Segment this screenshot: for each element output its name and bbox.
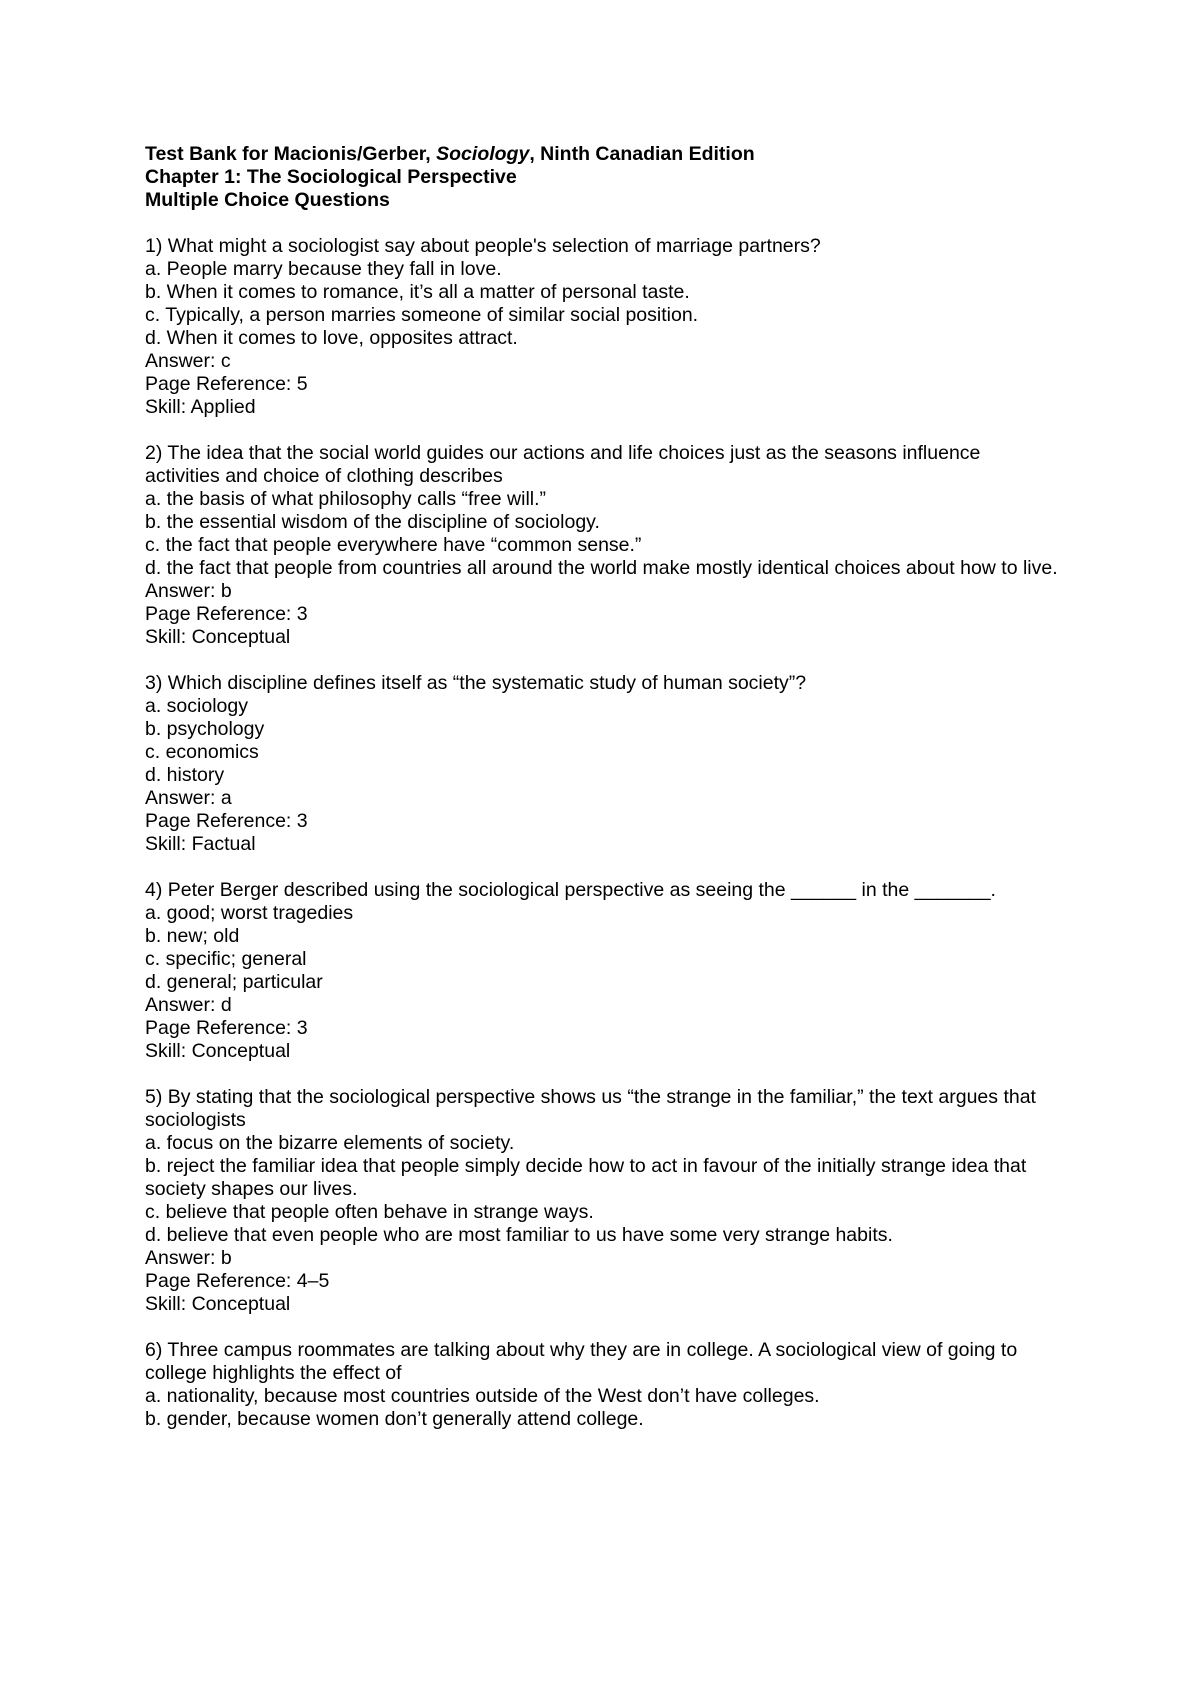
question-stem: 2) The idea that the social world guides our actions and life choices just as the seasons influence: [145, 442, 981, 464]
title-prefix: Test Bank for Macionis/Gerber,: [145, 143, 437, 165]
answer-option: c. believe that people often behave in strange ways.: [145, 1201, 594, 1223]
question-stem: 4) Peter Berger described using the sociological perspective as seeing the ______ in the _______.: [145, 879, 996, 901]
answer-key: Answer: d: [145, 994, 232, 1016]
answer-option: c. economics: [145, 741, 259, 763]
question-stem: 5) By stating that the sociological perspective shows us “the strange in the familiar,” the text argues that: [145, 1086, 1036, 1108]
skill-level: Skill: Applied: [145, 396, 256, 418]
question-block: [145, 879, 1105, 1063]
answer-key: Answer: b: [145, 580, 232, 602]
answer-option: b. the essential wisdom of the discipline of sociology.: [145, 511, 600, 533]
document-header: [145, 143, 1105, 212]
answer-key: Answer: c: [145, 350, 231, 372]
answer-option: c. the fact that people everywhere have “common sense.”: [145, 534, 642, 556]
question-block: [145, 235, 1105, 419]
answer-option: d. history: [145, 764, 225, 786]
answer-option: a. the basis of what philosophy calls “free will.”: [145, 488, 547, 510]
question-stem: college highlights the effect of: [145, 1362, 402, 1384]
document-page: [145, 143, 1105, 1454]
section-heading: Multiple Choice Questions: [145, 189, 390, 211]
question-block: [145, 442, 1105, 649]
chapter-heading: Chapter 1: The Sociological Perspective: [145, 166, 517, 188]
skill-level: Skill: Conceptual: [145, 626, 291, 648]
question-block: [145, 1339, 1105, 1431]
title-book-name: Sociology: [436, 143, 530, 165]
question-block: [145, 1086, 1105, 1316]
answer-option: c. specific; general: [145, 948, 307, 970]
answer-option: a. People marry because they fall in love.: [145, 258, 502, 280]
question-list: [145, 235, 1105, 1431]
page-reference: Page Reference: 3: [145, 603, 308, 625]
answer-option: b. gender, because women don’t generally attend college.: [145, 1408, 644, 1430]
question-stem: 1) What might a sociologist say about people's selection of marriage partners?: [145, 235, 821, 257]
answer-option: c. Typically, a person marries someone of similar social position.: [145, 304, 699, 326]
question-stem: 3) Which discipline defines itself as “the systematic study of human society”?: [145, 672, 807, 694]
title-suffix: , Ninth Canadian Edition: [529, 143, 755, 165]
question-stem: 6) Three campus roommates are talking about why they are in college. A sociological view of going to: [145, 1339, 1018, 1361]
answer-option: d. When it comes to love, opposites attract.: [145, 327, 518, 349]
page-reference: Page Reference: 5: [145, 373, 308, 395]
answer-option: a. sociology: [145, 695, 248, 717]
answer-option: b. reject the familiar idea that people simply decide how to act in favour of the initially strange idea that: [145, 1155, 1027, 1177]
answer-key: Answer: b: [145, 1247, 232, 1269]
answer-option: d. believe that even people who are most familiar to us have some very strange habits.: [145, 1224, 893, 1246]
page-reference: Page Reference: 4–5: [145, 1270, 330, 1292]
question-stem: activities and choice of clothing describes: [145, 465, 503, 487]
answer-option: society shapes our lives.: [145, 1178, 358, 1200]
answer-option: b. psychology: [145, 718, 265, 740]
skill-level: Skill: Conceptual: [145, 1040, 291, 1062]
answer-option: d. the fact that people from countries all around the world make mostly identical choices about how to live.: [145, 557, 1058, 579]
answer-option: a. good; worst tragedies: [145, 902, 354, 924]
page-reference: Page Reference: 3: [145, 1017, 308, 1039]
answer-option: a. nationality, because most countries outside of the West don’t have colleges.: [145, 1385, 820, 1407]
answer-option: b. new; old: [145, 925, 240, 947]
answer-option: a. focus on the bizarre elements of society.: [145, 1132, 515, 1154]
question-stem: sociologists: [145, 1109, 246, 1131]
page-reference: Page Reference: 3: [145, 810, 308, 832]
document-title: [145, 143, 1105, 166]
skill-level: Skill: Conceptual: [145, 1293, 291, 1315]
question-block: [145, 672, 1105, 856]
skill-level: Skill: Factual: [145, 833, 256, 855]
answer-option: d. general; particular: [145, 971, 323, 993]
answer-option: b. When it comes to romance, it’s all a matter of personal taste.: [145, 281, 690, 303]
answer-key: Answer: a: [145, 787, 232, 809]
